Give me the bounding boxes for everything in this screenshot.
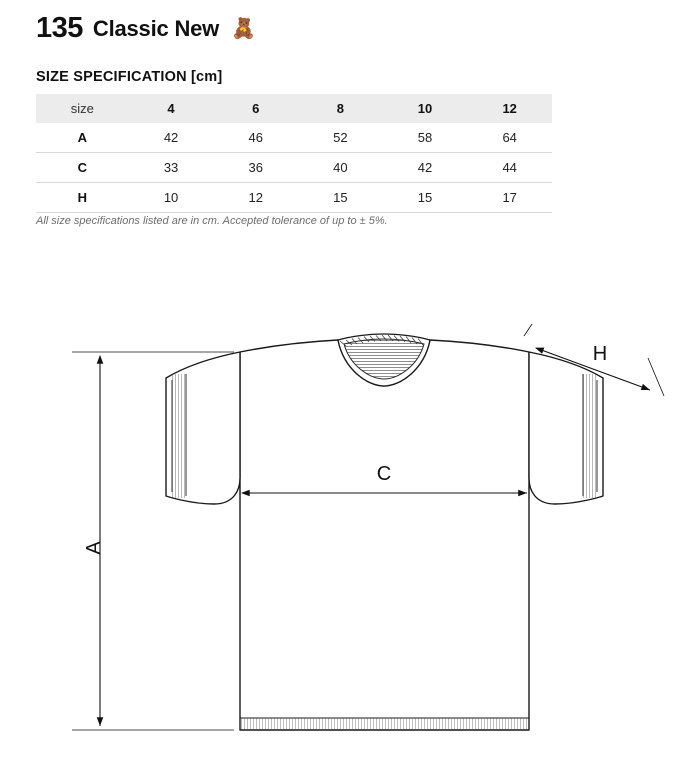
size-specification-table: [36, 94, 552, 213]
section-title: [36, 69, 222, 85]
table-cell: 42: [417, 160, 433, 175]
table-column-header: 10: [383, 94, 468, 123]
table-column-header: 4: [129, 94, 214, 123]
table-head: [36, 94, 552, 123]
table-cell: 58: [417, 130, 433, 145]
table-cell: 15: [417, 190, 433, 205]
row-label: H: [77, 190, 88, 205]
teddy-bear-icon: 🧸: [231, 17, 256, 40]
table-cell: 52: [333, 130, 348, 145]
garment-technical-drawing: [0, 300, 689, 758]
row-label: A: [77, 130, 88, 145]
table-cell: 12: [248, 190, 263, 205]
table-cell: 36: [248, 160, 263, 175]
table-cell: 46: [248, 130, 263, 145]
product-title: Classic New: [92, 15, 220, 41]
table-cell: 64: [502, 130, 517, 145]
product-code: 135: [36, 12, 83, 44]
row-label: C: [77, 160, 88, 175]
dimension-c-label: C: [376, 463, 392, 485]
table-cell: 44: [502, 160, 517, 175]
table-body: [36, 123, 552, 213]
section-title-text: SIZE SPECIFICATION: [36, 69, 187, 85]
tshirt-outline: [166, 334, 603, 730]
table-column-header: 12: [467, 94, 552, 123]
dimension-h-label: H: [592, 343, 608, 365]
table-cell: 10: [163, 190, 179, 205]
dimension-a-label: A: [83, 541, 105, 555]
table-cell: 42: [163, 130, 179, 145]
table-column-header: 6: [213, 94, 298, 123]
table-corner-label: size: [36, 94, 129, 123]
tolerance-note: All size specifications listed are in cm. Accepted tolerance of up to ± 5%.: [36, 215, 388, 227]
section-title-unit: [cm]: [191, 69, 223, 85]
table-cell: 17: [502, 190, 517, 205]
table-row: [36, 123, 552, 153]
table-row: [36, 153, 552, 183]
table-header-row: [36, 94, 552, 123]
table-cell: 40: [333, 160, 348, 175]
table-row: [36, 183, 552, 213]
table-column-header: 8: [298, 94, 383, 123]
page-header: [36, 12, 256, 45]
table-cell: 15: [333, 190, 348, 205]
table-cell: 33: [163, 160, 179, 175]
